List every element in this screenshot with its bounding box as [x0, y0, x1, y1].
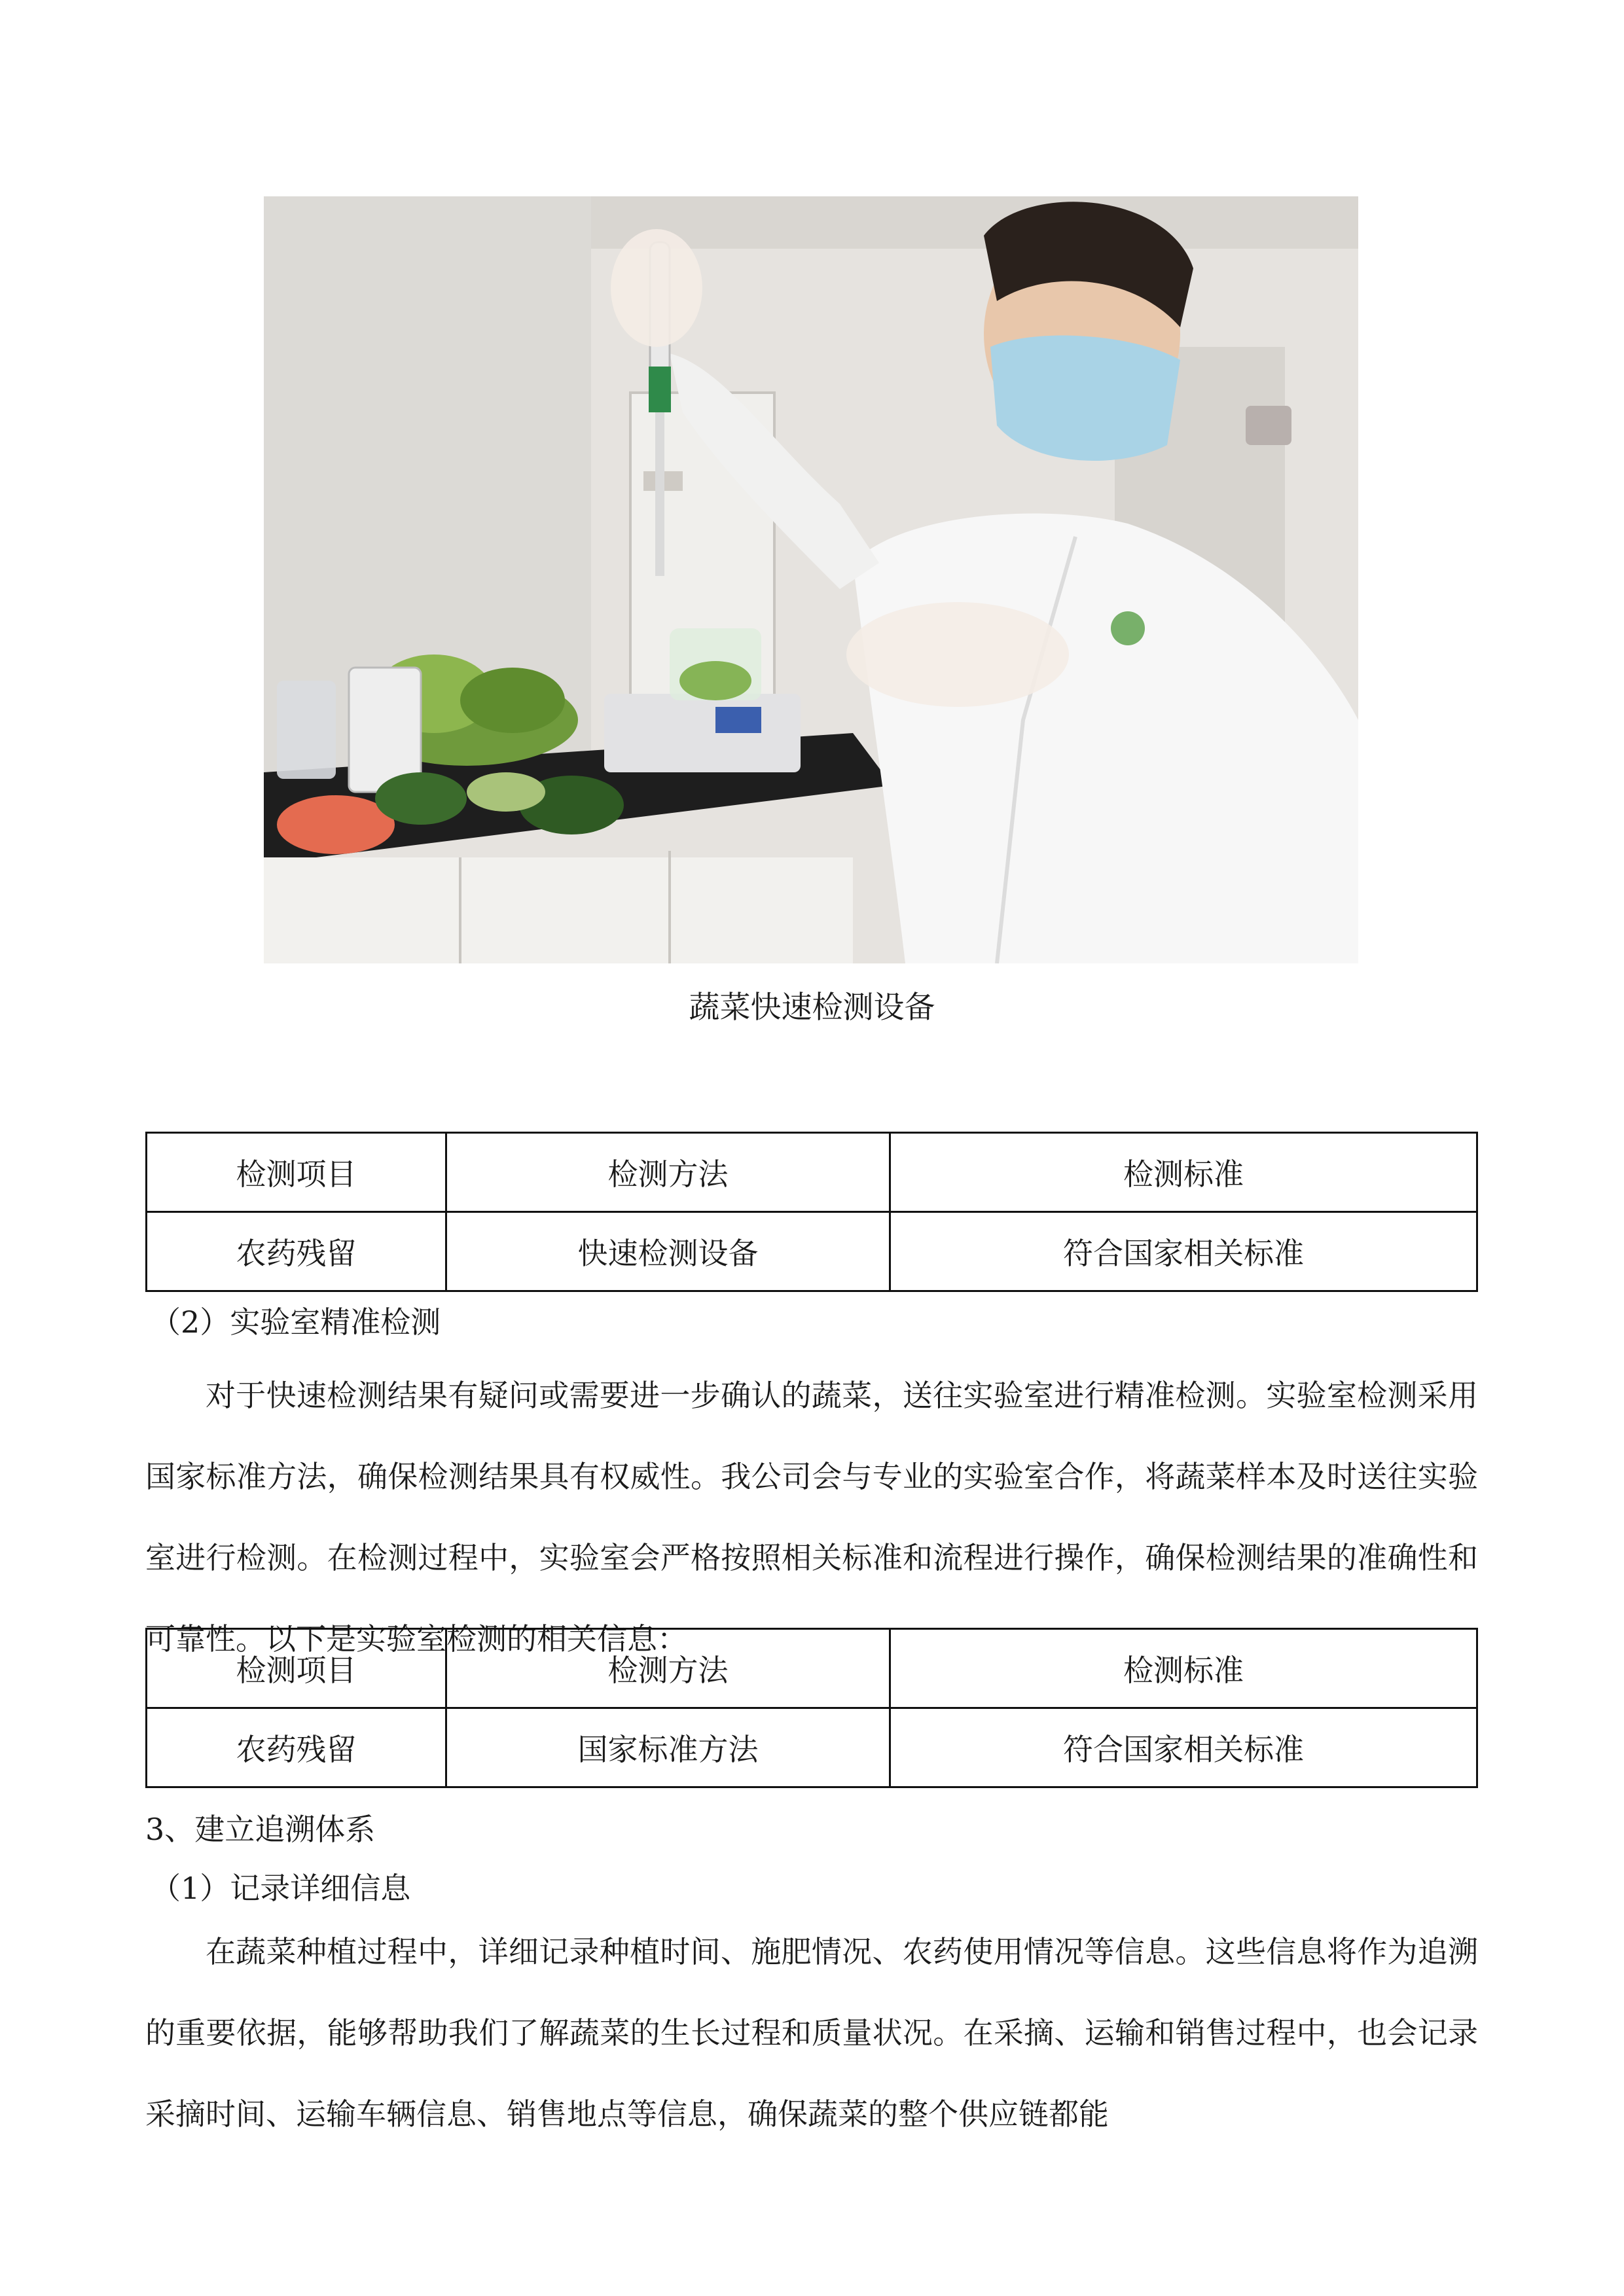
table-header-cell: 检测方法: [446, 1629, 890, 1708]
lab-paragraph: 对于快速检测结果有疑问或需要进一步确认的蔬菜，送往实验室进行精准检测。实验室检测采用国家标准方法，确保检测结果具有权威性。我公司会与专业的实验室合作，将蔬菜样本及时送往实验室进行检测。在检测过程中，实验室会严格按照相关标准和流程进行操作，确保检测结果的准确性和可靠性。以下是实验室检测的相关信息：: [145, 1378, 1478, 1657]
subsection-heading-records: （1）记录详细信息: [151, 1871, 411, 1906]
table-cell: 农药残留: [147, 1212, 446, 1291]
table-cell: 国家标准方法: [446, 1708, 890, 1787]
table-header-row: [147, 1629, 1477, 1708]
table-header-row: [147, 1133, 1477, 1212]
lab-photo-illustration: [264, 196, 1358, 963]
table-header-cell: 检测标准: [890, 1133, 1477, 1212]
table-cell: 符合国家相关标准: [890, 1708, 1477, 1787]
section-heading-lab: （2）实验室精准检测: [151, 1304, 441, 1340]
table-cell: 符合国家相关标准: [890, 1212, 1477, 1291]
table-header-cell: 检测项目: [147, 1133, 446, 1212]
rapid-test-table: [145, 1132, 1478, 1292]
trace-paragraph: 在蔬菜种植过程中，详细记录种植时间、施肥情况、农药使用情况等信息。这些信息将作为追溯的重要依据，能够帮助我们了解蔬菜的生长过程和质量状况。在采摘、运输和销售过程中，也会记录采摘时间、运输车辆信息、销售地点等信息，确保蔬菜的整个供应链都能: [145, 1934, 1478, 2132]
table-cell: 农药残留: [147, 1708, 446, 1787]
table-row: [147, 1708, 1477, 1787]
section-heading-trace: 3、建立追溯体系: [145, 1812, 376, 1847]
table-cell: 快速检测设备: [446, 1212, 890, 1291]
table-header-cell: 检测标准: [890, 1629, 1477, 1708]
table-header-cell: 检测项目: [147, 1629, 446, 1708]
table-header-cell: 检测方法: [446, 1133, 890, 1212]
table-row: [147, 1212, 1477, 1291]
lab-test-table: [145, 1628, 1478, 1788]
figure-caption: 蔬菜快速检测设备: [689, 990, 935, 1026]
lab-photo: [264, 196, 1358, 963]
